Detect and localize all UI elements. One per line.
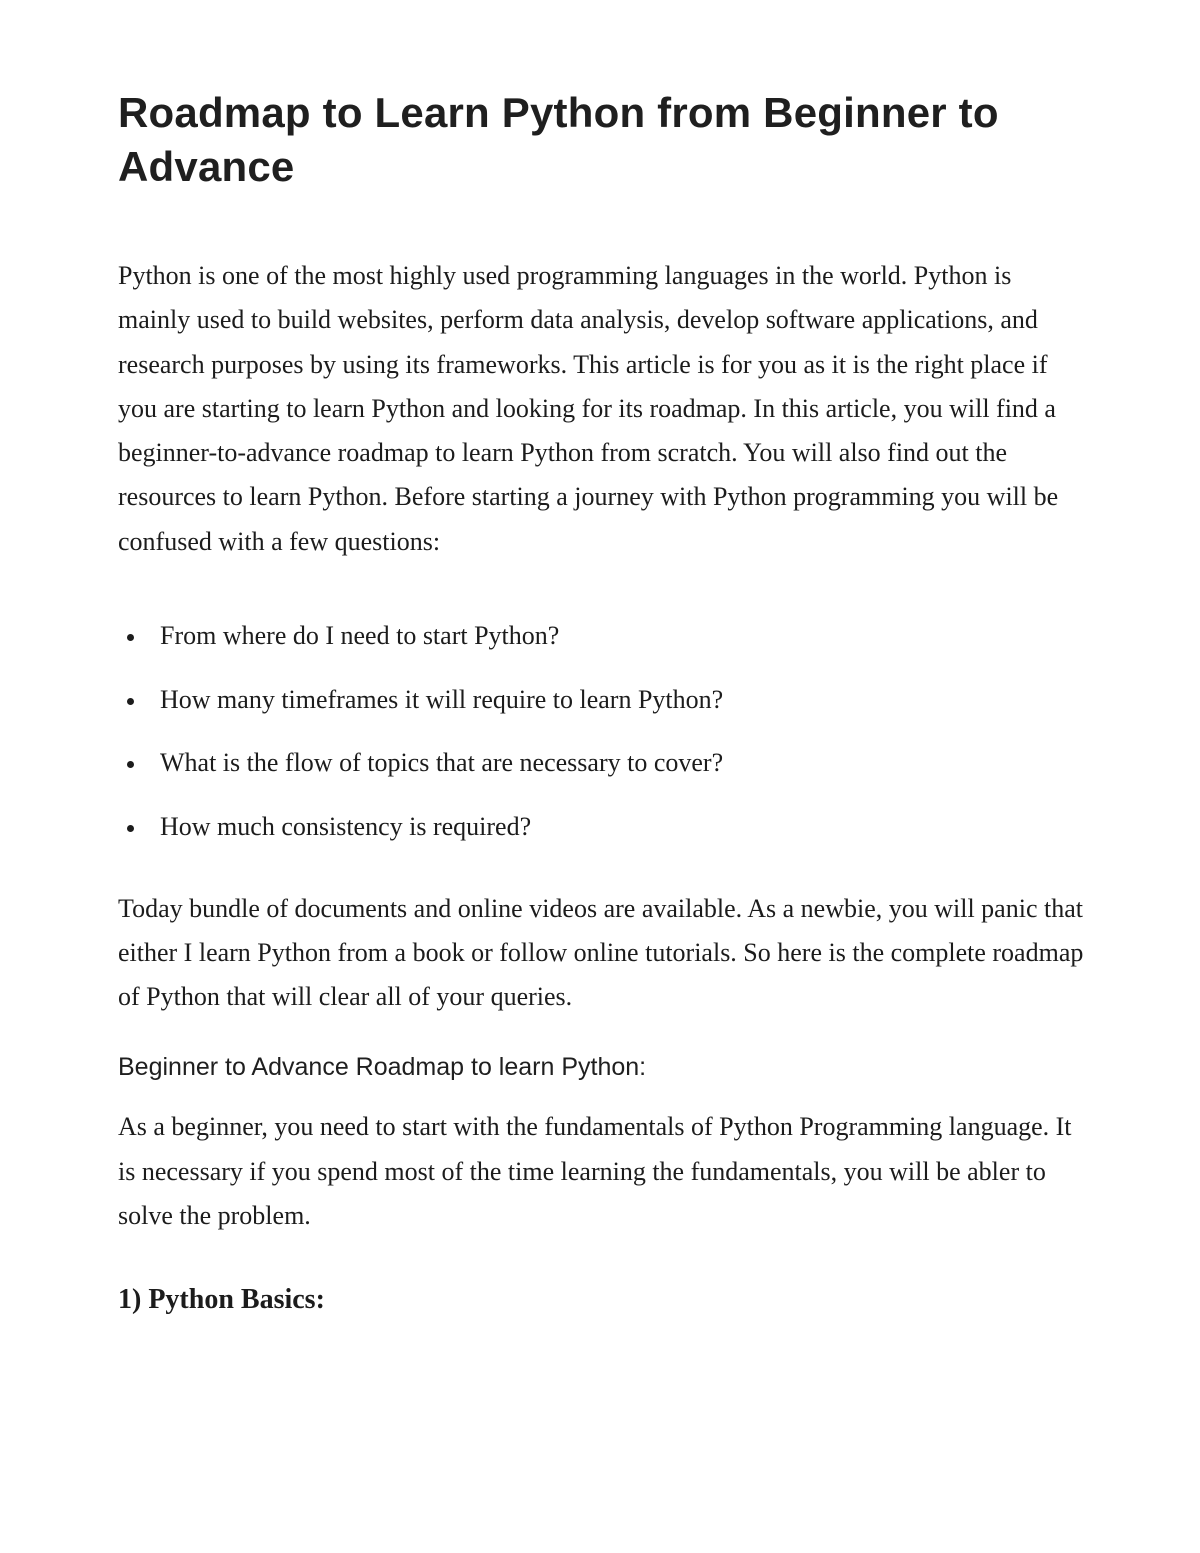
list-item bbox=[118, 741, 1088, 785]
list-item-text: How much consistency is required? bbox=[160, 811, 532, 841]
bullet-icon bbox=[127, 761, 134, 768]
list-item bbox=[118, 805, 1088, 849]
list-item-text: How many timeframes it will require to learn Python? bbox=[160, 684, 724, 714]
beginner-paragraph: As a beginner, you need to start with the fundamentals of Python Programming language. It is necessary if you spend most of the time learning the fundamentals, you will be abler to solve the problem. bbox=[118, 1112, 1072, 1231]
bullet-icon bbox=[127, 634, 134, 641]
intro-paragraph: Python is one of the most highly used programming languages in the world. Python is mainly used to build websites, perform data analysis, develop software applications, and research purposes by using its frameworks. This article is for you as it is the right place if you are starting to learn Python and looking for its roadmap. In this article, you will find a beginner-to-advance roadmap to learn Python from scratch. You will also find out the resources to learn Python. Before starting a journey with Python programming you will be confused with a few questions: bbox=[118, 261, 1059, 556]
bullet-icon bbox=[127, 698, 134, 705]
list-item-text: What is the flow of topics that are necessary to cover? bbox=[160, 748, 724, 778]
document-page bbox=[118, 86, 1088, 1320]
after-list-paragraph: Today bundle of documents and online videos are available. As a newbie, you will panic that either I learn Python from a book or follow online tutorials. So here is the complete roadmap of Python that will clear all of your queries. bbox=[118, 893, 1084, 1012]
list-item bbox=[118, 614, 1088, 658]
list-item bbox=[118, 678, 1088, 722]
questions-list bbox=[118, 614, 1088, 849]
list-item-text: From where do I need to start Python? bbox=[160, 621, 560, 651]
section-heading-python-basics: 1) Python Basics: bbox=[118, 1284, 325, 1316]
roadmap-subheading: Beginner to Advance Roadmap to learn Python: bbox=[118, 1053, 647, 1082]
bullet-icon bbox=[127, 825, 134, 832]
document-title: Roadmap to Learn Python from Beginner to Advance bbox=[118, 89, 999, 190]
